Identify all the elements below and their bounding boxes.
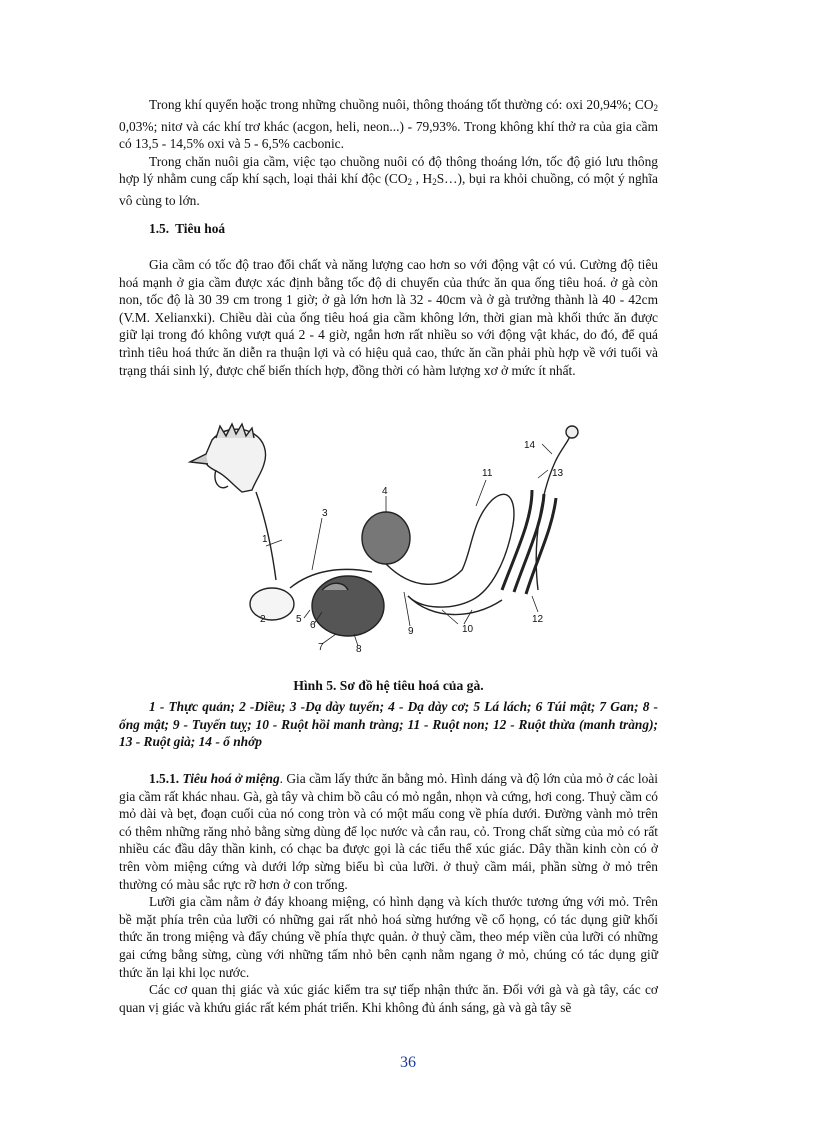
intro-block: [119, 96, 658, 210]
cloaca: [566, 426, 578, 438]
figure-label-11: 11: [482, 468, 493, 479]
section-heading: 1.5. Tiêu hoá: [149, 221, 226, 236]
figure-label-3: 3: [322, 508, 328, 519]
gizzard: [362, 512, 410, 564]
figure-label-8: 8: [356, 644, 362, 655]
figure-label-14: 14: [524, 440, 536, 451]
figure-label-5: 5: [296, 614, 302, 625]
figure-label-7: 7: [318, 642, 324, 653]
figure-label-10: 10: [462, 624, 474, 635]
figure-label-2: 2: [260, 614, 266, 625]
digestive-system-figure: [172, 420, 616, 672]
figure-label-4: 4: [382, 486, 388, 497]
figure-label-1: 1: [262, 534, 268, 545]
subsection-paragraph-2: Lưỡi gia cầm nằm ở đáy khoang miệng, có hình dạng và kích thước tương ứng với mỏ. Trên bề mặt phía trên của lưỡi có những gai rất nhỏ hoá sừng hướng về cổ họng, có tác dụng giữ khối thức ăn trong miệng và đẩy chúng về phía thực quản. ở thuỷ cầm, theo mép viền của lưỡi có những gai cứng bằng sừng, cùng với những tấm nhỏ bên cạnh nằm ngang ở mỏ, chúng có tác dụng giữ thức ăn lại khi lọc nước.: [119, 894, 658, 980]
figure-label-6: 6: [310, 620, 316, 631]
subsection-paragraph-3: Các cơ quan thị giác và xúc giác kiểm tra sự tiếp nhận thức ăn. Đối với gà và gà tây, các cơ quan vị giác và khứu giác rất kém phát triển. Khi không đủ ánh sáng, gà và gà tây sẽ: [119, 982, 658, 1015]
crop: [250, 588, 294, 620]
intro-paragraph-2: Trong chăn nuôi gia cầm, việc tạo chuồng nuôi có độ thông thoáng lớn, tốc độ gió lưu thông hợp lý nhằm cung cấp khí sạch, loại thải khí độc ($CO_2$ , $H_2S\dots$), bụi ra khỏi chuồng, có một ý nghĩa vô cùng to lớn.: [119, 153, 658, 208]
ceca: [502, 490, 556, 594]
section-body: [119, 256, 658, 379]
subsection-paragraph-1: 1.5.1. Tiêu hoá ở miệng. Gia cầm lấy thức ăn bằng mỏ. Hình dáng và độ lớn của mỏ ở các loài gia cầm rất khác nhau. Gà, gà tây và chim bồ câu có mỏ ngắn, nhọn và cứng, hơi cong. Thuỷ cầm có mỏ dài và bẹt, đoạn cuối của nó cong tròn và có một mấu cong về phía dưới. Đường vành mỏ trên có thêm những răng nhỏ bằng sừng dùng để lọc nước và cắn rau, cỏ. Trong chất sừng của mỏ có rất nhiều các đầu dây thần kinh, có chạc ba được gọi là các tiểu thể xúc giác. Dây thần kinh còn có ở trên vòm miệng cứng và dưới lớp sừng biểu bì của lưỡi. ở thuỷ cầm mái, phần sừng ở mỏ trên thường có màu sắc rực rỡ hơn ở con trống.: [119, 771, 658, 892]
section-paragraph: Gia cầm có tốc độ trao đổi chất và năng lượng cao hơn so với động vật có vú. Cường độ tiêu hoá mạnh ở gia cầm được xác định bằng tốc độ di chuyển của thức ăn qua ống tiêu hoá. ở gà còn non, tốc độ là 30 39 cm trong 1 giờ; ở gà lớn hơn là 32 - 40cm và ở gà trưởng thành là 40 - 42cm (V.M. Xelianxki). Chiều dài của ống tiêu hoá gia cầm không lớn, thời gian mà khối thức ăn được giữ lại trong đó không vượt quá 2 - 4 giờ, ngắn hơn rất nhiều so với động vật khác, do đó, để quá trình tiêu hoá thức ăn diễn ra thuận lợi và có hiệu quả cao, thức ăn cần phải phù hợp về với tuổi và trạng thái sinh lý, được chế biến thích hợp, đồng thời có hàm lượng xơ ở mức ít nhất.: [119, 257, 658, 378]
figure-title: Hình 5. Sơ đồ hệ tiêu hoá của gà.: [293, 678, 484, 693]
liver: [312, 576, 384, 636]
figure-legend: 1 - Thực quản; 2 -Diều; 3 -Dạ dày tuyến; 4 - Dạ dày cơ; 5 Lá lách; 6 Túi mật; 7 Gan; 8 - ống mật; 9 - Tuyến tuỵ; 10 - Ruột hồi manh tràng; 11 - Ruột non; 12 - Ruột thừa (manh tràng); 13 - Ruột già; 14 - ổ nhớp: [119, 699, 658, 750]
beak: [190, 454, 208, 464]
chicken-head: [205, 429, 266, 492]
figure-label-13: 13: [552, 468, 564, 479]
page-number: 36: [400, 1054, 416, 1071]
figure-label-12: 12: [532, 614, 544, 625]
subsection-body: [119, 770, 658, 1016]
intro-paragraph-1: Trong khí quyển hoặc trong những chuồng nuôi, thông thoáng tốt thường có: oxi 20,94%; $CO_2$ 0,03%; nitơ và các khí trơ khác (acgon, heli, neon...) - 79,93%. Trong không khí thở ra của gia cầm có 13,5 - 14,5% oxi và 5 - 6,5% cacbonic.: [119, 97, 658, 152]
figure-label-9: 9: [408, 626, 414, 637]
